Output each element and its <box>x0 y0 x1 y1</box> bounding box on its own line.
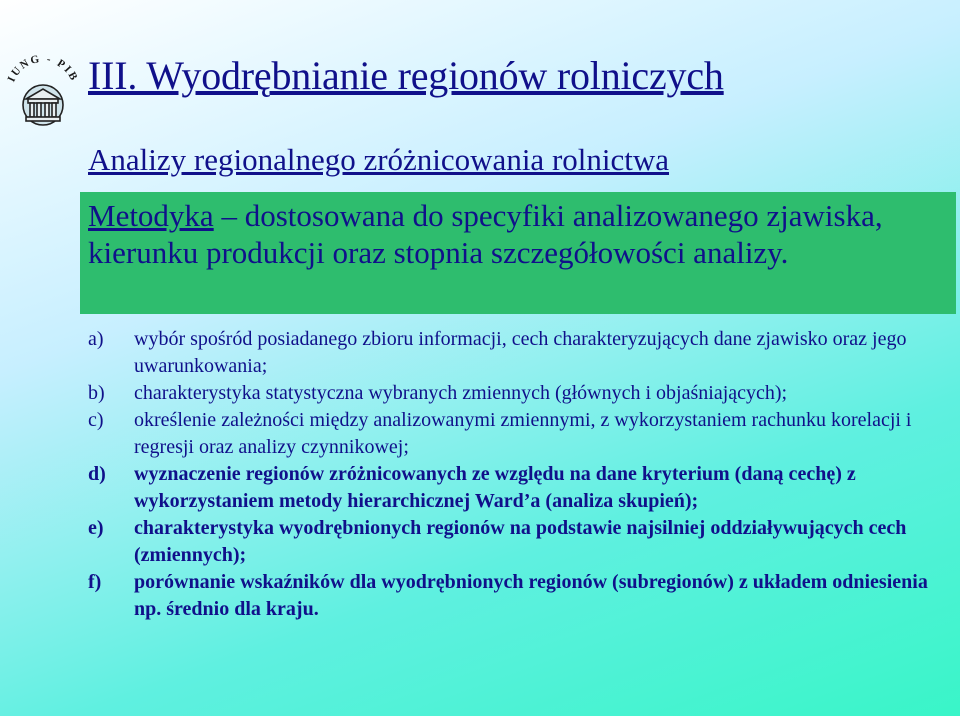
list-item <box>88 380 948 407</box>
method-dash: – <box>213 198 245 233</box>
list-item <box>88 407 948 461</box>
svg-text:IUNG - PIB <box>5 53 80 84</box>
list-marker: a) <box>88 328 104 350</box>
list-text: wyznaczenie regionów zróżnicowanych ze względu na dane kryterium (daną cechę) z wykorzystaniem metody hierarchicznej Ward’a (analiza skupień); <box>134 463 856 512</box>
list-marker: f) <box>88 571 102 593</box>
logo-text: IUNG - PIB <box>5 52 81 84</box>
list-text: charakterystyka statystyczna wybranych zmiennych (głównych i objaśniających); <box>134 382 788 404</box>
list-text: porównanie wskaźników dla wyodrębnionych regionów (subregionów) z układem odniesienia np. średnio dla kraju. <box>134 571 928 620</box>
method-keyword: Metodyka <box>88 198 214 233</box>
building-icon <box>23 85 63 125</box>
iung-pib-logo <box>2 45 84 135</box>
list-marker: d) <box>88 463 106 485</box>
list-marker: b) <box>88 382 105 404</box>
list-text: wybór spośród posiadanego zbioru informacji, cech charakteryzujących dane zjawisko oraz jego uwarunkowania; <box>134 328 907 377</box>
list-marker: e) <box>88 517 104 539</box>
list-text: określenie zależności między analizowanymi zmiennymi, z wykorzystaniem rachunku korelacji i regresji oraz analizy czynnikowej; <box>134 409 912 458</box>
steps-list <box>88 326 948 623</box>
list-marker: c) <box>88 409 104 431</box>
method-text: dostosowana do specyfiki analizowanego zjawiska, kierunku produkcji oraz stopnia szczegółowości analizy. <box>88 198 883 270</box>
section-subtitle: Analizy regionalnego zróżnicowania rolnictwa <box>88 142 670 177</box>
list-text: charakterystyka wyodrębnionych regionów na podstawie najsilniej oddziaływujących cech (zmiennych); <box>134 517 907 566</box>
list-item <box>88 515 948 569</box>
list-item <box>88 569 948 623</box>
list-item <box>88 326 948 380</box>
method-statement <box>88 197 948 271</box>
page-title: III. Wyodrębnianie regionów rolniczych <box>88 53 724 98</box>
list-item <box>88 461 948 515</box>
